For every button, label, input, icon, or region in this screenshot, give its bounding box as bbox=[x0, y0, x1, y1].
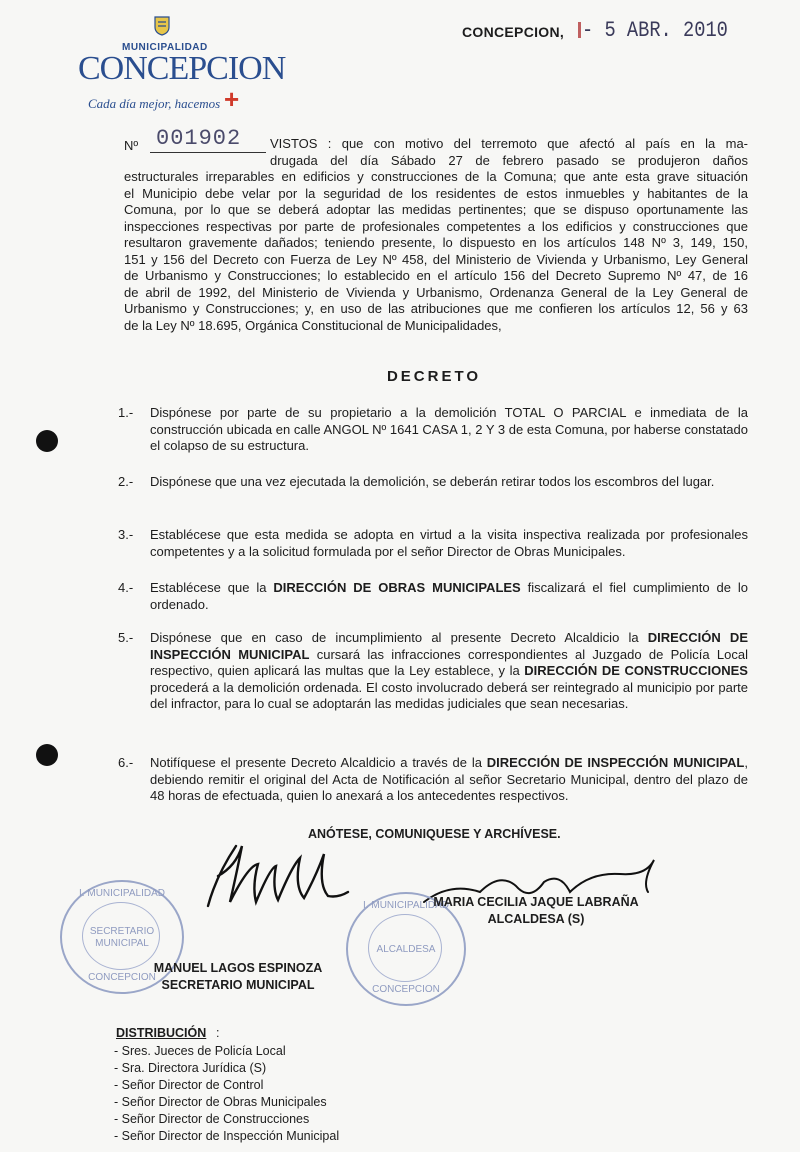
distribution-colon: : bbox=[216, 1026, 220, 1040]
item-number: 3.- bbox=[118, 527, 134, 542]
closing-formula: ANÓTESE, COMUNIQUESE Y ARCHÍVESE. bbox=[308, 827, 561, 841]
item-text: Establécese que la DIRECCIÓN DE OBRAS MUNICIPALES fiscalizará el fiel cumplimiento de lo ordenado. bbox=[150, 580, 748, 612]
municipality-logo bbox=[78, 14, 286, 124]
vistos-line: de abril de 1992, del Ministerio de Vivienda y Urbanismo, Ordenanza General de la Ley General de bbox=[124, 284, 748, 300]
vistos-line: Comuna, por lo que se deberá adoptar las medidas pertinentes; que se dispuso oportunamente las bbox=[124, 202, 748, 217]
vistos-line: de Urbanismo y Construcciones; lo establecido en el artículo 156 del Decreto Supremo Nº 47, de 16 bbox=[124, 268, 748, 283]
vistos-line: drugada del día Sábado 27 de febrero pasado se produjeron daños bbox=[270, 152, 748, 168]
stamp-center: MUNICIPAL bbox=[95, 938, 149, 949]
item-number: 6.- bbox=[118, 755, 134, 770]
list-item: - Señor Director de Construcciones bbox=[114, 1112, 310, 1126]
logo-concepcion: CONCEPCION bbox=[78, 50, 286, 87]
date-stamp: - 5 ABR. 2010 bbox=[582, 18, 728, 43]
item-text: Dispónese que una vez ejecutada la demolición, se deberán retirar todos los escombros del lugar. bbox=[150, 474, 715, 489]
vistos-line: VISTOS : que con motivo del terremoto que afectó al país en la ma- bbox=[270, 136, 748, 151]
list-item: - Señor Director de Control bbox=[114, 1078, 264, 1092]
item-text: Notifíquese el presente Decreto Alcaldicio a través de la DIRECCIÓN DE INSPECCIÓN MUNICIPAL, debiendo remitir el original del Acta de Notificación al señor Secretario Municipal, dentro del plazo de 48 horas de efectuada, quien lo anexará a los antecedentes respectivos. bbox=[150, 755, 749, 803]
list-item: - Señor Director de Obras Municipales bbox=[114, 1095, 327, 1109]
item-number: 1.- bbox=[118, 405, 134, 420]
stamp-center: SECRETARIO bbox=[89, 926, 155, 937]
item-text: Dispónese que en caso de incumplimiento al presente Decreto Alcaldicio la DIRECCIÓN DE INSPECCIÓN MUNICIPAL cursará las infracciones correspondientes al Juzgado de Policía Local respectivo, quien aplicará las multas que la Ley establece, y la DIRECCIÓN DE CONSTRUCCIONES procederá a la demolición ordenada. El costo involucrado deberá ser reintegrado al municipio por parte del infractor, para lo cual se adoptarán las medidas judiciales que sean necesarias. bbox=[150, 630, 748, 711]
stamp-ring-bottom: CONCEPCION bbox=[372, 984, 440, 995]
decree-number: 001902 bbox=[156, 126, 242, 151]
punch-hole bbox=[36, 430, 58, 452]
punch-hole bbox=[36, 744, 58, 766]
stamp-ring-top: I. MUNICIPALIDAD bbox=[363, 900, 449, 911]
decreto-heading: DECRETO bbox=[386, 368, 482, 385]
mayor-block bbox=[414, 894, 658, 928]
vistos-line: estructurales irreparables en edificios y construcciones de la Comuna; que ante esta grave situación bbox=[124, 169, 748, 184]
secretary-block bbox=[140, 960, 336, 994]
logo-municipalidad: MUNICIPALIDAD bbox=[122, 42, 208, 53]
stamp-center: ALCALDESA bbox=[376, 944, 436, 955]
mayor-title: ALCALDESA (S) bbox=[487, 912, 585, 926]
secretary-name: MANUEL LAGOS ESPINOZA bbox=[153, 961, 323, 975]
item-number: 5.- bbox=[118, 630, 134, 645]
stamp-ring-top: I. MUNICIPALIDAD bbox=[79, 888, 165, 899]
item-text: Establécese que esta medida se adopta en virtud a la visita inspectiva realizada por profesionales competentes y a la solicitud formulada por el señor Director de Obras Municipales. bbox=[150, 527, 748, 559]
vistos-line: Urbanismo y Construcciones; y, en uso de las atribuciones que me confieren los artículos 12, 56 y 63 bbox=[124, 301, 748, 316]
stamp-ring-bottom: CONCEPCION bbox=[88, 972, 156, 983]
secretary-title: SECRETARIO MUNICIPAL bbox=[161, 978, 315, 992]
decree-number-label: Nº bbox=[124, 138, 139, 153]
distribution-list bbox=[114, 1043, 339, 1145]
vistos-line: inspecciones respectivas por parte de profesionales competentes a los edificios y construcciones que bbox=[124, 218, 748, 234]
item-number: 2.- bbox=[118, 474, 134, 489]
logo-plus: + bbox=[224, 84, 240, 114]
item-text: Dispónese por parte de su propietario a la demolición TOTAL O PARCIAL e inmediata de la construcción ubicada en calle ANGOL Nº 1641 CASA 1, 2 Y 3 de esta Comuna, por haberse constatado el colapso de su estructura. bbox=[150, 405, 748, 453]
distribution-title: DISTRIBUCIÓN bbox=[116, 1026, 207, 1040]
item-number: 4.- bbox=[118, 580, 134, 595]
logo-slogan: Cada día mejor, hacemos bbox=[88, 96, 221, 111]
place-label: CONCEPCION, bbox=[462, 24, 565, 40]
list-item: - Sra. Directora Jurídica (S) bbox=[114, 1061, 267, 1075]
vistos-line: 151 y 156 del Decreto con Fuerza de Ley Nº 458, del Ministerio de Vivienda y Urbanismo, Ley General bbox=[124, 251, 748, 267]
vistos-line: resultaron gravemente dañados; teniendo presente, lo dispuesto en los artículos 148 Nº 3, 149, 150, bbox=[124, 235, 748, 250]
vistos-line: de la Ley Nº 18.695, Orgánica Constitucional de Municipalidades, bbox=[124, 317, 502, 333]
mayor-name: MARIA CECILIA JAQUE LABRAÑA bbox=[433, 895, 639, 909]
list-item: - Señor Director de Inspección Municipal bbox=[114, 1129, 340, 1143]
secretary-signature bbox=[196, 836, 366, 916]
coat-of-arms-icon bbox=[154, 16, 170, 36]
list-item: - Sres. Jueces de Policía Local bbox=[114, 1044, 286, 1058]
vistos-line: el Municipio debe velar por la seguridad de los residentes de estos inmuebles y habitantes de la bbox=[124, 185, 748, 201]
vistos-paragraph bbox=[124, 136, 748, 334]
stamp-mark bbox=[578, 22, 581, 38]
